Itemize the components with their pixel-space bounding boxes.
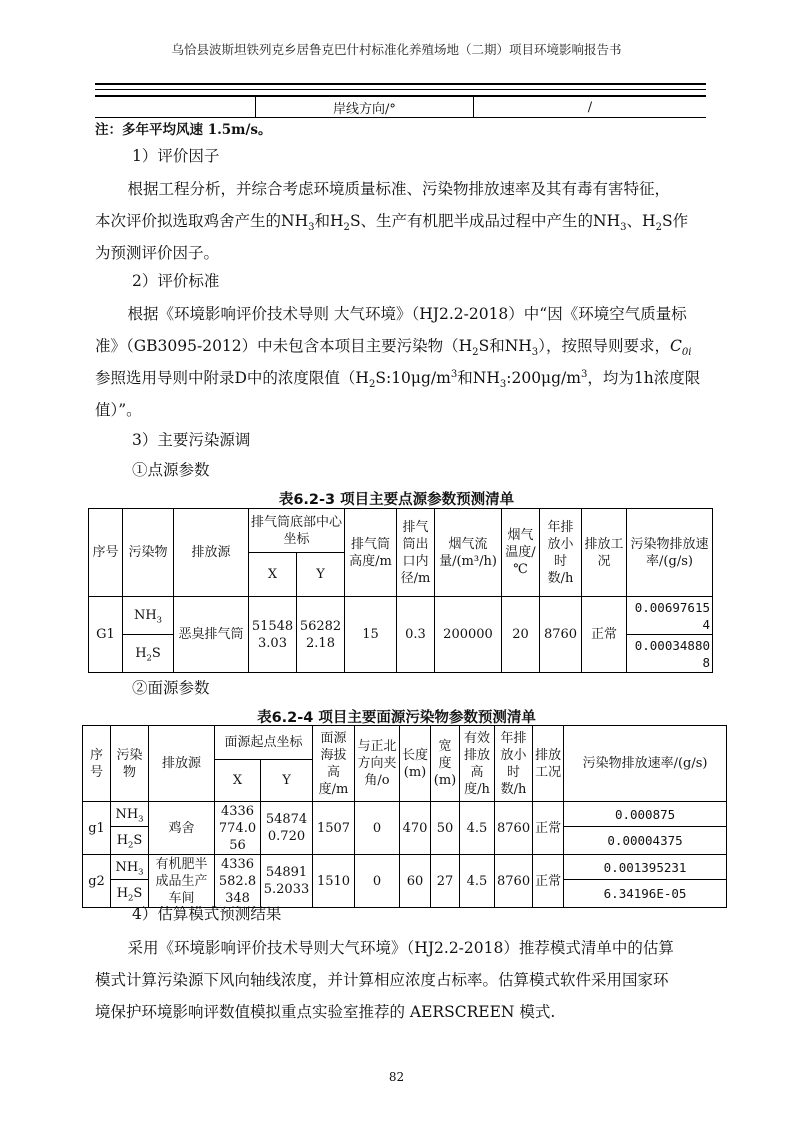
paragraph-results-line: 采用《环境影响评价技术导则大气环境》（HJ2.2-2018）推荐模式清单中的估算 — [127, 939, 674, 957]
table-row — [83, 802, 727, 827]
cell-y: 562822.18 — [297, 597, 345, 673]
header-effective-height: 有效排放高度/h — [460, 726, 495, 802]
table1-caption: 表6.2-3 项目主要点源参数预测清单 — [278, 492, 515, 508]
cell-source: 有机肥半成品生产车间 — [149, 855, 215, 908]
header-x: X — [215, 760, 261, 802]
header-annual-hours: 年排放小时数/h — [495, 726, 533, 802]
paragraph-standards-line: 准》（GB3095-2012）中未包含本项目主要污染物（$H_2S$和$NH_3$），按照导则要求，$C_{0i}$ — [95, 337, 692, 359]
cell-no: g2 — [83, 855, 111, 908]
header-coordinates: 面源起点坐标 — [215, 726, 313, 760]
cell-pollutant: $H_2S$ — [111, 880, 149, 908]
cell-effective-height: 4.5 — [460, 855, 495, 908]
paragraph-standards-line: 参照选用导则中附录D中的浓度限值（$H_2S:10\mu g/m^3$和$NH_3:200\mu g/m^3$，均为1h浓度限 — [95, 368, 701, 391]
cell-condition: 正常 — [533, 802, 564, 855]
cell-pollutant: $H_2S$ — [111, 827, 149, 855]
paragraph-factors-line: 本次评价拟选取鸡舍产生的$NH_3$和$H_2S$、生产有机肥半成品过程中产生的$NH_3$、$H_2S$作 — [95, 212, 689, 234]
header-width: 宽度(m) — [431, 726, 460, 802]
cell-condition: 正常 — [533, 855, 564, 908]
cell-x: 4336582.8348 — [215, 855, 261, 908]
cell-diameter: 0.3 — [397, 597, 435, 673]
header-length: 长度(m) — [400, 726, 431, 802]
cell-hours: 8760 — [495, 855, 533, 908]
cell-rate: 0.006976154 — [627, 597, 713, 635]
cell-rate: 6.34196E-05 — [564, 880, 727, 908]
cell-source: 鸡舍 — [149, 802, 215, 855]
paragraph-factors-line: 根据工程分析，并综合考虑环境质量标准、污染物排放速率及其有毒有害特征， — [127, 180, 671, 198]
header-pollutant: 污染物 — [123, 509, 174, 597]
cell-altitude: 1510 — [313, 855, 355, 908]
cell-y: 548740.720 — [261, 802, 313, 855]
cell-hours: 8760 — [540, 597, 582, 673]
header-condition: 排放工况 — [582, 509, 627, 597]
cell-condition: 正常 — [582, 597, 627, 673]
paragraph-standards-line: 值）”。 — [95, 401, 142, 419]
area-source-table — [82, 725, 727, 908]
table-row — [83, 855, 727, 880]
cell-width: 27 — [431, 855, 460, 908]
subheading-area-source: ②面源参数 — [132, 679, 210, 697]
header-coordinates: 排气筒底部中心坐标 — [249, 509, 345, 553]
table-cell: 岸线方向/° — [256, 96, 474, 118]
cell-rate: 0.000875 — [564, 802, 727, 827]
paragraph-standards-line: 根据《环境影响评价技术导则 大气环境》（HJ2.2-2018）中“因《环境空气质量标 — [127, 305, 687, 323]
header-angle: 与正北方向夹角/o — [355, 726, 400, 802]
table-cell: / — [474, 96, 707, 118]
cell-height: 15 — [345, 597, 397, 673]
header-annual-hours: 年排放小时数/h — [540, 509, 582, 597]
header-stack-height: 排气筒高度/m — [345, 509, 397, 597]
cell-flow: 200000 — [435, 597, 502, 673]
header-emission-rate: 污染物排放速率/(g/s) — [627, 509, 713, 597]
cell-angle: 0 — [355, 802, 400, 855]
header-condition: 排放工况 — [533, 726, 564, 802]
subheading-point-source: ①点源参数 — [132, 461, 210, 479]
header-y: Y — [261, 760, 313, 802]
header-source: 排放源 — [174, 509, 249, 597]
section-heading-factors: 1）评价因子 — [132, 147, 220, 165]
document-header-title: 乌恰县波斯坦铁列克乡居鲁克巴什村标准化养殖场地（二期）项目环境影响报告书 — [171, 42, 622, 57]
section-heading-sources: 3）主要污染源调 — [132, 431, 251, 449]
cell-pollutant: $H_2S$ — [123, 635, 174, 673]
header-x: X — [249, 553, 297, 597]
wind-speed-note: 注：多年平均风速 1.5m/s。 — [95, 122, 272, 138]
header-no: 序号 — [83, 726, 111, 802]
cell-effective-height: 4.5 — [460, 802, 495, 855]
header-stack-diameter: 排气筒出口内径/m — [397, 509, 435, 597]
header-pollutant: 污染物 — [111, 726, 149, 802]
paragraph-factors-line: 为预测评价因子。 — [95, 244, 220, 262]
cell-pollutant: $NH_3$ — [123, 597, 174, 635]
table-row — [95, 96, 706, 118]
cell-temp: 20 — [502, 597, 540, 673]
table2-caption: 表6.2-4 项目主要面源污染物参数预测清单 — [257, 710, 536, 726]
cell-pollutant: $NH_3$ — [111, 855, 149, 880]
table-row — [89, 597, 713, 635]
point-source-table — [88, 508, 713, 673]
header-divider — [95, 83, 706, 90]
cell-no: G1 — [89, 597, 123, 673]
cell-y: 548915.2033 — [261, 855, 313, 908]
page-number: 82 — [388, 1070, 405, 1084]
cell-pollutant: $NH_3$ — [111, 802, 149, 827]
cell-rate: 0.001395231 — [564, 855, 727, 880]
cell-source: 恶臭排气筒 — [174, 597, 249, 673]
cell-no: g1 — [83, 802, 111, 855]
shoreline-table — [95, 95, 706, 118]
paragraph-results-line: 境保护环境影响评数值模拟重点实验室推荐的 AERSCREEN 模式. — [95, 1003, 556, 1021]
table-cell — [95, 96, 256, 118]
cell-length: 470 — [400, 802, 431, 855]
cell-width: 50 — [431, 802, 460, 855]
header-altitude: 面源海拔高度/m — [313, 726, 355, 802]
header-gas-temp: 烟气温度/℃ — [502, 509, 540, 597]
cell-hours: 8760 — [495, 802, 533, 855]
table-header-row — [89, 509, 713, 553]
header-y: Y — [297, 553, 345, 597]
header-gas-flow: 烟气流量/(m³/h) — [435, 509, 502, 597]
section-heading-standards: 2）评价标准 — [132, 272, 220, 290]
cell-altitude: 1507 — [313, 802, 355, 855]
section-heading-results: 4）估算模式预测结果 — [132, 905, 282, 923]
paragraph-results-line: 模式计算污染源下风向轴线浓度，并计算相应浓度占标率。估算模式软件采用国家环 — [95, 971, 669, 989]
table-header-row — [83, 726, 727, 760]
cell-length: 60 — [400, 855, 431, 908]
cell-rate: 0.00004375 — [564, 827, 727, 855]
header-no: 序号 — [89, 509, 123, 597]
cell-x: 4336774.056 — [215, 802, 261, 855]
cell-rate: 0.000348808 — [627, 635, 713, 673]
cell-x: 515483.03 — [249, 597, 297, 673]
cell-angle: 0 — [355, 855, 400, 908]
header-source: 排放源 — [149, 726, 215, 802]
header-emission-rate: 污染物排放速率/(g/s) — [564, 726, 727, 802]
